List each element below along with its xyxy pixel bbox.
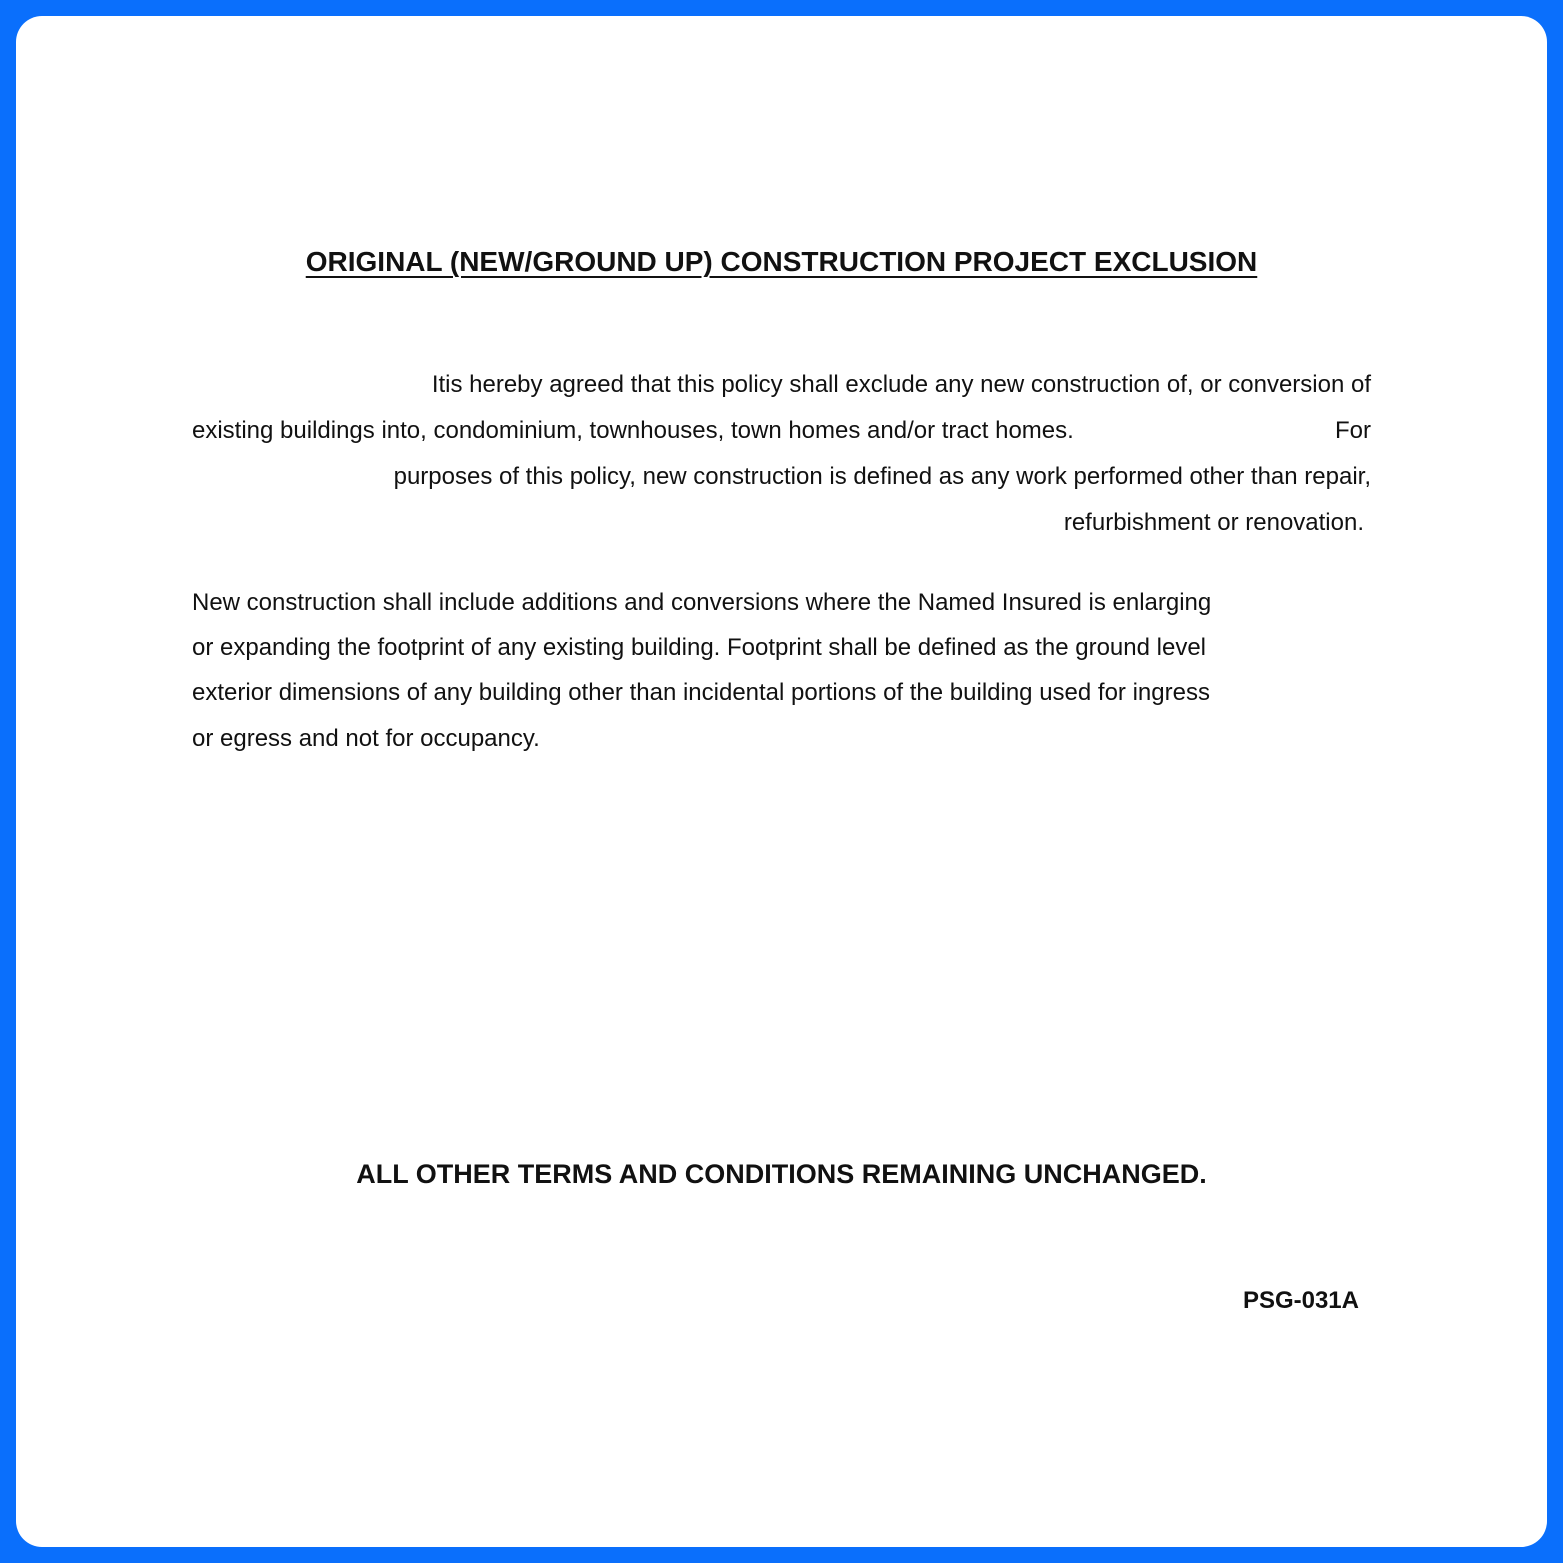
paragraph-2-line-2: or expanding the footprint of any existing building. Footprint shall be defined as the ground level — [192, 634, 1206, 661]
document-title — [16, 245, 1547, 279]
paragraph-1-line-1: Itis hereby agreed that this policy shall exclude any new construction of, or conversion of — [431, 371, 1371, 398]
paragraph-2-line-1: New construction shall include additions and conversions where the Named Insured is enlarging — [192, 589, 1212, 616]
paragraph-2-line-3: exterior dimensions of any building other than incidental portions of the building used for ingress — [192, 679, 1210, 706]
paragraph-1-line-3: purposes of this policy, new construction is defined as any work performed other than repair, — [393, 463, 1371, 490]
document-page — [16, 16, 1547, 1547]
document-title-text: ORIGINAL (NEW/GROUND UP) CONSTRUCTION PROJECT EXCLUSION — [305, 246, 1258, 277]
terms-unchanged-notice: ALL OTHER TERMS AND CONDITIONS REMAINING UNCHANGED. — [356, 1159, 1207, 1189]
paragraph-2-line-4: or egress and not for occupancy. — [192, 725, 540, 752]
paragraph-1-line-2-right: For — [1335, 417, 1371, 444]
form-code: PSG-031A — [1242, 1287, 1359, 1314]
paragraph-1-line-2-left: existing buildings into, condominium, townhouses, town homes and/or tract homes. — [192, 417, 1074, 444]
paragraph-1-line-4: refurbishment or renovation. — [1063, 509, 1364, 536]
